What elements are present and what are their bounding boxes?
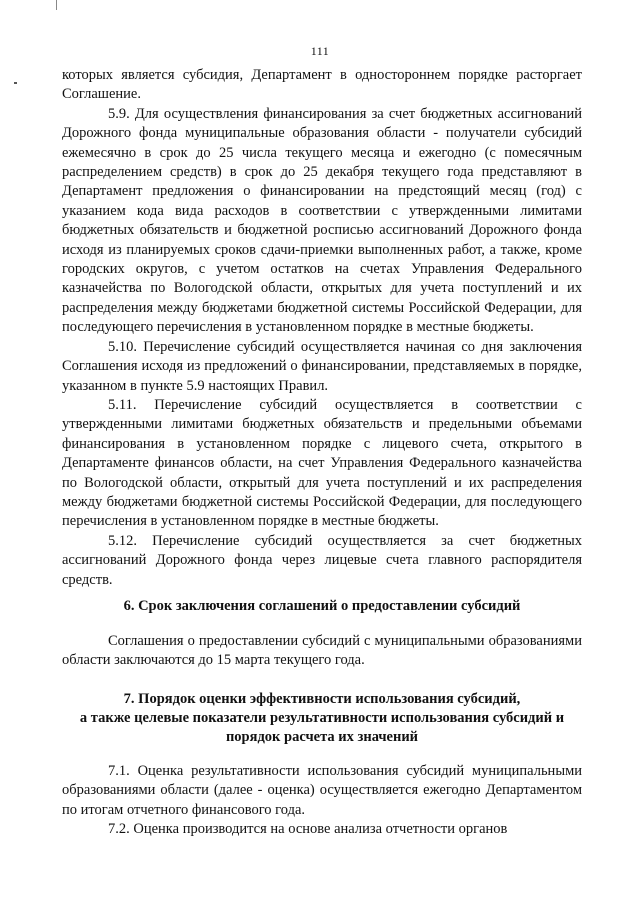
paragraph-5-9: 5.9. Для осуществления финансирования за счет бюджетных ассигнований Дорожного фонда муниципальные образования области - получатели субсидий ежемесячно в срок до 25 числа текущего месяца и ежегодно (с помесячным распределением средств) в срок до 25 декабря текущего года представляют в Департамент предложения о финансировании на предстоящий месяц (год) с указанием кода вида расходов в соответствии с утвержденными лимитами бюджетных обязательств и бюджетной росписью ассигнований Дорожного фонда исходя из планируемых сроков сдачи-приемки выполненных работ, а также, кроме городских округов, с учетом остатков на счетах Управления Федерального казначейства по Вологодской области, открытых для учета поступлений и их распределения между бюджетами бюджетной системы Российской Федерации, для последующего перечисления в установленном порядке в местные бюджеты. <box>62 105 582 336</box>
section-7-body <box>62 762 582 840</box>
paragraph-5-11: 5.11. Перечисление субсидий осуществляется в соответствии с утвержденными лимитами бюджетных обязательств и предельными объемами финансирования в установленном порядке с лицевого счета, открытого в Департаменте финансов области, на счет Управления Федерального казначейства по Вологодской области, открытый для учета поступлений и их распределения между бюджетами бюджетной системы Российской Федерации, для последующего перечисления в установленном порядке в местные бюджеты. <box>62 396 582 530</box>
paragraph-7-2: 7.2. Оценка производится на основе анализа отчетности органов <box>108 821 508 838</box>
paragraphs-block-5 <box>62 66 582 590</box>
paragraph-continuation: которых является субсидия, Департамент в одностороннем порядке расторгает Соглашение. <box>62 67 582 103</box>
paragraph-6: Соглашения о предоставлении субсидий с муниципальными образованиями области заключаются до 15 марта текущего года. <box>62 633 582 669</box>
scan-mark <box>14 82 17 84</box>
section-7-title-line: 7. Порядок оценки эффективности использования субсидий, <box>123 691 521 707</box>
section-7-title-line: порядок расчета их значений <box>225 729 419 745</box>
section-7-title <box>62 690 582 747</box>
scan-mark <box>56 0 57 10</box>
section-6-title: 6. Срок заключения соглашений о предоставлении субсидий <box>123 598 521 614</box>
paragraph-5-10: 5.10. Перечисление субсидий осуществляется начиная со дня заключения Соглашения исходя из предложений о финансировании, представляемых в порядке, указанном в пункте 5.9 настоящих Правил. <box>62 338 582 394</box>
paragraph-5-12: 5.12. Перечисление субсидий осуществляется за счет бюджетных ассигнований Дорожного фонда через лицевые счета главного распорядителя средств. <box>62 532 582 588</box>
paragraph-7-1: 7.1. Оценка результативности использования субсидий муниципальными образованиями области (далее - оценка) осуществляется ежегодно Департаментом по итогам отчетного финансового года. <box>62 763 582 818</box>
section-6-body <box>62 632 582 671</box>
page-number: 111 <box>310 44 330 58</box>
section-7-title-line: а также целевые показатели результативности использования субсидий и <box>79 710 565 726</box>
